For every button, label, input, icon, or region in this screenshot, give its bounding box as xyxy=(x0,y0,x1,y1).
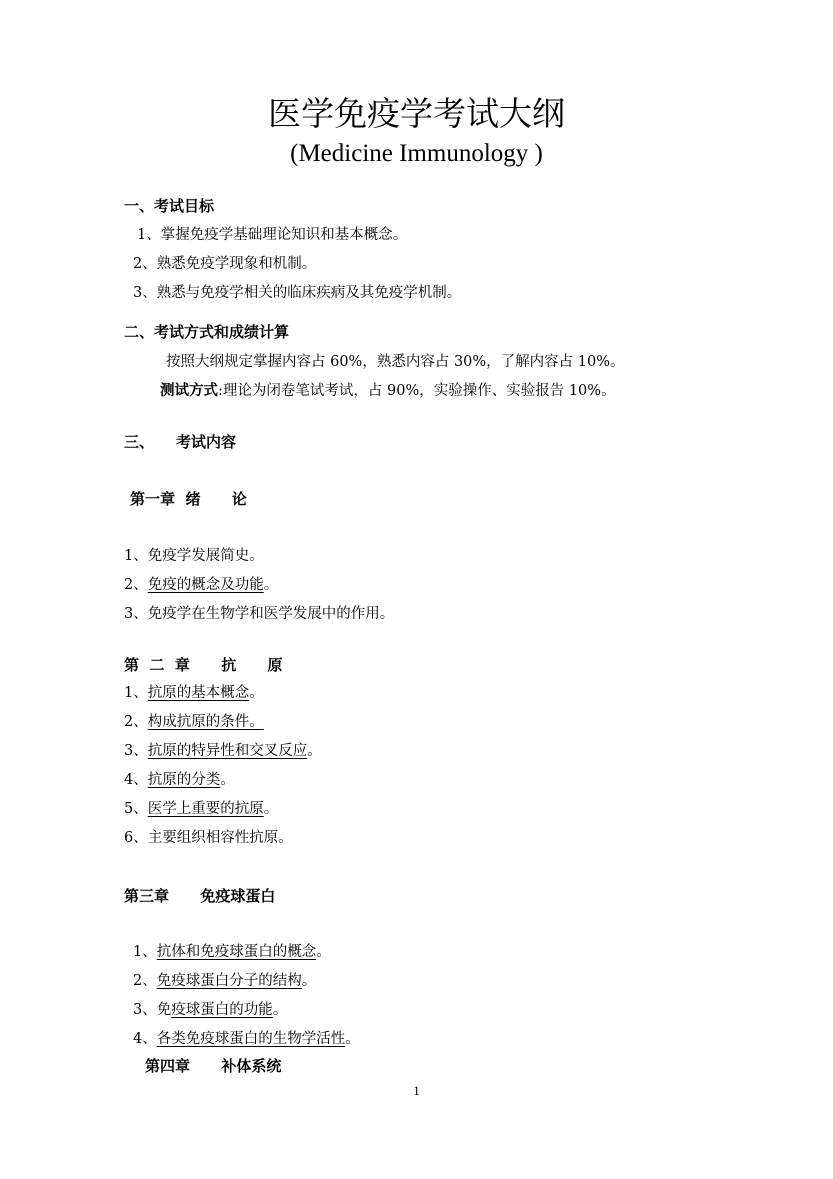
test-method-line xyxy=(160,380,616,402)
grading-line: 按照大纲规定掌握内容占 60%，熟悉内容占 30%，了解内容占 10%。 xyxy=(166,354,625,370)
test-method-colon: : xyxy=(218,383,223,399)
list-item: 4、抗原的分类。 xyxy=(124,772,235,788)
list-item: 3、熟悉与免疫学相关的临床疾病及其免疫学机制。 xyxy=(133,285,462,301)
list-item: 2、构成抗原的条件。 xyxy=(124,714,264,730)
list-item: 5、医学上重要的抗原。 xyxy=(124,801,279,817)
section-2-heading: 二、考试方式和成绩计算 xyxy=(124,323,290,341)
section-3-number: 三、 xyxy=(124,433,155,451)
list-item: 1、免疫学发展简史。 xyxy=(124,548,264,564)
list-item: 2、免疫球蛋白分子的结构。 xyxy=(133,973,317,989)
page-number: 1 xyxy=(413,1083,420,1098)
chapter-2-heading: 第 二 章 抗 原 xyxy=(124,656,283,674)
list-item: 3、抗原的特异性和交叉反应。 xyxy=(124,743,322,759)
chapter-4-heading: 第四章 补体系统 xyxy=(145,1057,282,1075)
list-item: 1、抗体和免疫球蛋白的概念。 xyxy=(133,944,331,960)
section-3-heading: 考试内容 xyxy=(176,433,237,451)
list-item: 2、免疫的概念及功能。 xyxy=(124,577,279,593)
chapter-3-heading: 第三章 免疫球蛋白 xyxy=(124,887,276,905)
list-item: 4、各类免疫球蛋白的生物学活性。 xyxy=(133,1031,360,1047)
list-item: 3、免疫球蛋白的功能。 xyxy=(133,1002,288,1018)
document-subtitle: (Medicine Immunology ) xyxy=(290,140,543,167)
list-item: 1、掌握免疫学基础理论知识和基本概念。 xyxy=(137,227,408,243)
chapter-1-heading: 第一章 绪 论 xyxy=(130,490,247,508)
document-title: 医学免疫学考试大纲 xyxy=(268,94,565,133)
list-item: 2、熟悉免疫学现象和机制。 xyxy=(133,256,317,272)
list-item: 3、免疫学在生物学和医学发展中的作用。 xyxy=(124,606,395,622)
list-item: 6、主要组织相容性抗原。 xyxy=(124,830,293,846)
test-method-text: 理论为闭卷笔试考试，占 90%，实验操作、实验报告 10%。 xyxy=(222,383,616,399)
list-item: 1、抗原的基本概念。 xyxy=(124,685,264,701)
section-1-heading: 一、考试目标 xyxy=(124,197,215,215)
test-method-label: 测试方式 xyxy=(160,383,218,399)
